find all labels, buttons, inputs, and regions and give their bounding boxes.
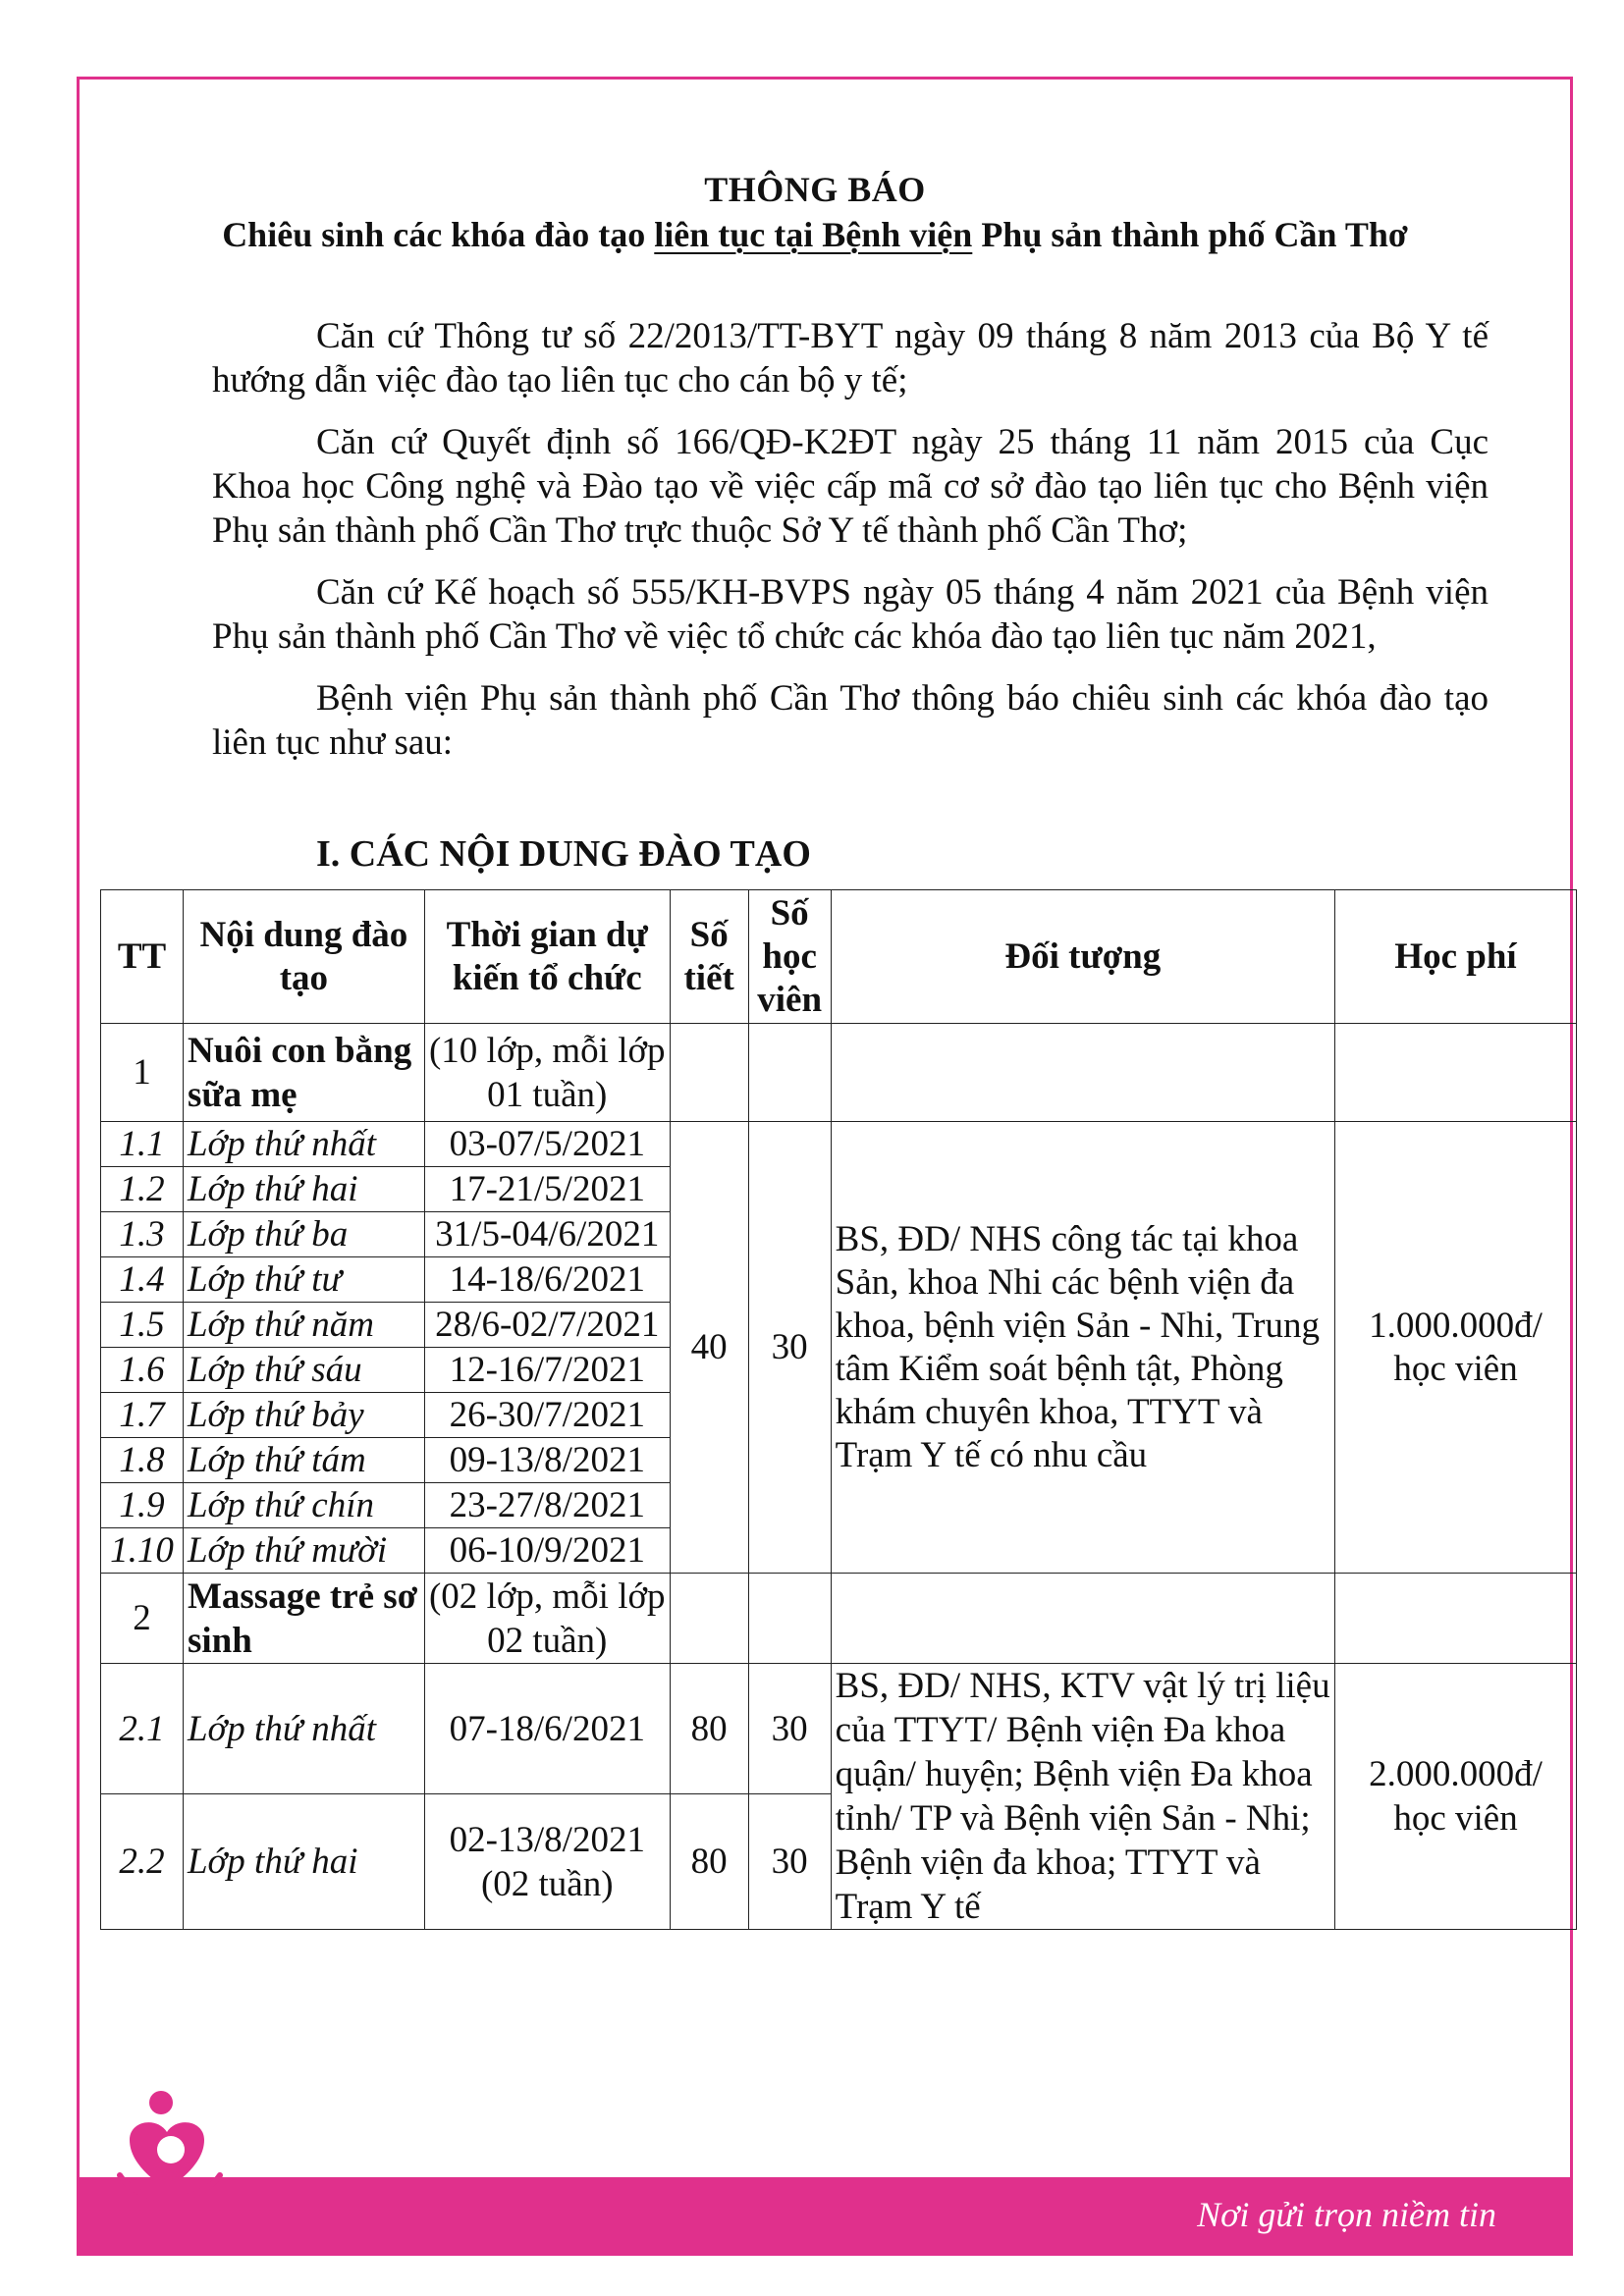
course1-note: (10 lớp, mỗi lớp 01 tuần): [424, 1024, 670, 1122]
class-students: 30: [748, 1794, 831, 1930]
class-date: 31/5-04/6/2021: [424, 1212, 670, 1257]
paragraph-legal-basis-3: Căn cứ Kế hoạch số 555/KH-BVPS ngày 05 tháng 4 năm 2021 của Bệnh viện Phụ sản thành phố Cần Thơ về việc tổ chức các khóa đào tạo liên tục năm 2021,: [212, 572, 1489, 657]
class-date: 23-27/8/2021: [424, 1483, 670, 1528]
course1-fee: 1.000.000đ/ học viên: [1335, 1122, 1577, 1574]
class-name: Lớp thứ mười: [183, 1528, 424, 1574]
course2-row: [101, 1574, 1577, 1664]
course1-periods: 40: [670, 1122, 748, 1574]
class-name: Lớp thứ năm: [183, 1303, 424, 1348]
header-target: Đối tượng: [831, 890, 1334, 1024]
subtitle-part2: liên tục tại Bệnh viện: [654, 215, 973, 254]
table-header-row: [101, 890, 1577, 1024]
document-subtitle: [98, 214, 1532, 255]
header-periods: Số tiết: [670, 890, 748, 1024]
course1-row: [101, 1024, 1577, 1122]
class-tt: 1.6: [101, 1348, 184, 1393]
course2-target: BS, ĐD/ NHS, KTV vật lý trị liệu của TTYT/ Bệnh viện Đa khoa quận/ huyện; Bệnh viện Đa khoa tỉnh/ TP và Bệnh viện Sản - Nhi; Bệnh viện đa khoa; TTYT và Trạm Y tế: [831, 1664, 1334, 1930]
class-tt: 1.9: [101, 1483, 184, 1528]
class-name: Lớp thứ hai: [183, 1167, 424, 1212]
body-text: [212, 314, 1489, 782]
class-date: 03-07/5/2021: [424, 1122, 670, 1167]
class-tt: 1.4: [101, 1257, 184, 1303]
footer-slogan: Nơi gửi trọn niềm tin: [1197, 2195, 1496, 2234]
course1-tt: 1: [101, 1024, 184, 1122]
class-name: Lớp thứ bảy: [183, 1393, 424, 1438]
class-date: 17-21/5/2021: [424, 1167, 670, 1212]
class-date: 28/6-02/7/2021: [424, 1303, 670, 1348]
course1-target: BS, ĐD/ NHS công tác tại khoa Sản, khoa Nhi các bệnh viện đa khoa, bệnh viện Sản - Nhi, Trung tâm Kiểm soát bệnh tật, Phòng khám chuyên khoa, TTYT và Trạm Y tế có nhu cầu: [831, 1122, 1334, 1574]
paragraph-announcement: Bệnh viện Phụ sản thành phố Cần Thơ thông báo chiêu sinh các khóa đào tạo liên tục như sau:: [212, 678, 1489, 763]
course2-fee: 2.000.000đ/ học viên: [1335, 1664, 1577, 1930]
class-date: 14-18/6/2021: [424, 1257, 670, 1303]
class-students: 30: [748, 1664, 831, 1794]
paragraph-legal-basis-2: Căn cứ Quyết định số 166/QĐ-K2ĐT ngày 25 tháng 11 năm 2015 của Cục Khoa học Công nghệ và Đào tạo về việc cấp mã cơ sở đào tạo liên tục cho Bệnh viện Phụ sản thành phố Cần Thơ trực thuộc Sở Y tế thành phố Cần Thơ;: [212, 422, 1489, 551]
subtitle-part1: Chiêu sinh các khóa đào tạo: [222, 215, 655, 254]
table-row: [101, 1664, 1577, 1794]
class-date: 09-13/8/2021: [424, 1438, 670, 1483]
class-tt: 1.8: [101, 1438, 184, 1483]
courses-table: [100, 889, 1577, 1930]
class-periods: 80: [670, 1794, 748, 1930]
header-time: Thời gian dự kiến tổ chức: [424, 890, 670, 1024]
class-tt: 2.1: [101, 1664, 184, 1794]
course1-name: Nuôi con bằng sữa mẹ: [183, 1024, 424, 1122]
class-periods: 80: [670, 1664, 748, 1794]
class-date: 06-10/9/2021: [424, 1528, 670, 1574]
class-name: Lớp thứ sáu: [183, 1348, 424, 1393]
section-heading: I. CÁC NỘI DUNG ĐÀO TẠO: [316, 833, 811, 875]
class-date: 26-30/7/2021: [424, 1393, 670, 1438]
course2-tt: 2: [101, 1574, 184, 1664]
class-name: Lớp thứ ba: [183, 1212, 424, 1257]
class-date: 07-18/6/2021: [424, 1664, 670, 1794]
class-tt: 1.3: [101, 1212, 184, 1257]
course2-name: Massage trẻ sơ sinh: [183, 1574, 424, 1664]
class-date: 02-13/8/2021 (02 tuần): [424, 1794, 670, 1930]
document-title: THÔNG BÁO: [704, 170, 926, 209]
header-students: Số học viên: [748, 890, 831, 1024]
class-tt: 1.2: [101, 1167, 184, 1212]
class-tt: 2.2: [101, 1794, 184, 1930]
header-fee: Học phí: [1335, 890, 1577, 1024]
subtitle-part3: Phụ sản thành phố Cần Thơ: [972, 215, 1408, 254]
class-tt: 1.1: [101, 1122, 184, 1167]
class-tt: 1.10: [101, 1528, 184, 1574]
course2-note: (02 lớp, mỗi lớp 02 tuần): [424, 1574, 670, 1664]
header-content: Nội dung đào tạo: [183, 890, 424, 1024]
course1-students: 30: [748, 1122, 831, 1574]
class-name: Lớp thứ chín: [183, 1483, 424, 1528]
class-name: Lớp thứ tư: [183, 1257, 424, 1303]
class-date: 12-16/7/2021: [424, 1348, 670, 1393]
class-tt: 1.5: [101, 1303, 184, 1348]
paragraph-legal-basis-1: Căn cứ Thông tư số 22/2013/TT-BYT ngày 09 tháng 8 năm 2013 của Bộ Y tế hướng dẫn việc đào tạo liên tục cho cán bộ y tế;: [212, 316, 1489, 400]
class-tt: 1.7: [101, 1393, 184, 1438]
hospital-logo-icon: [110, 2081, 247, 2218]
class-name: Lớp thứ nhất: [183, 1122, 424, 1167]
header-tt: TT: [101, 890, 184, 1024]
class-name: Lớp thứ hai: [183, 1794, 424, 1930]
table-row: [101, 1122, 1577, 1167]
class-name: Lớp thứ nhất: [183, 1664, 424, 1794]
class-name: Lớp thứ tám: [183, 1438, 424, 1483]
